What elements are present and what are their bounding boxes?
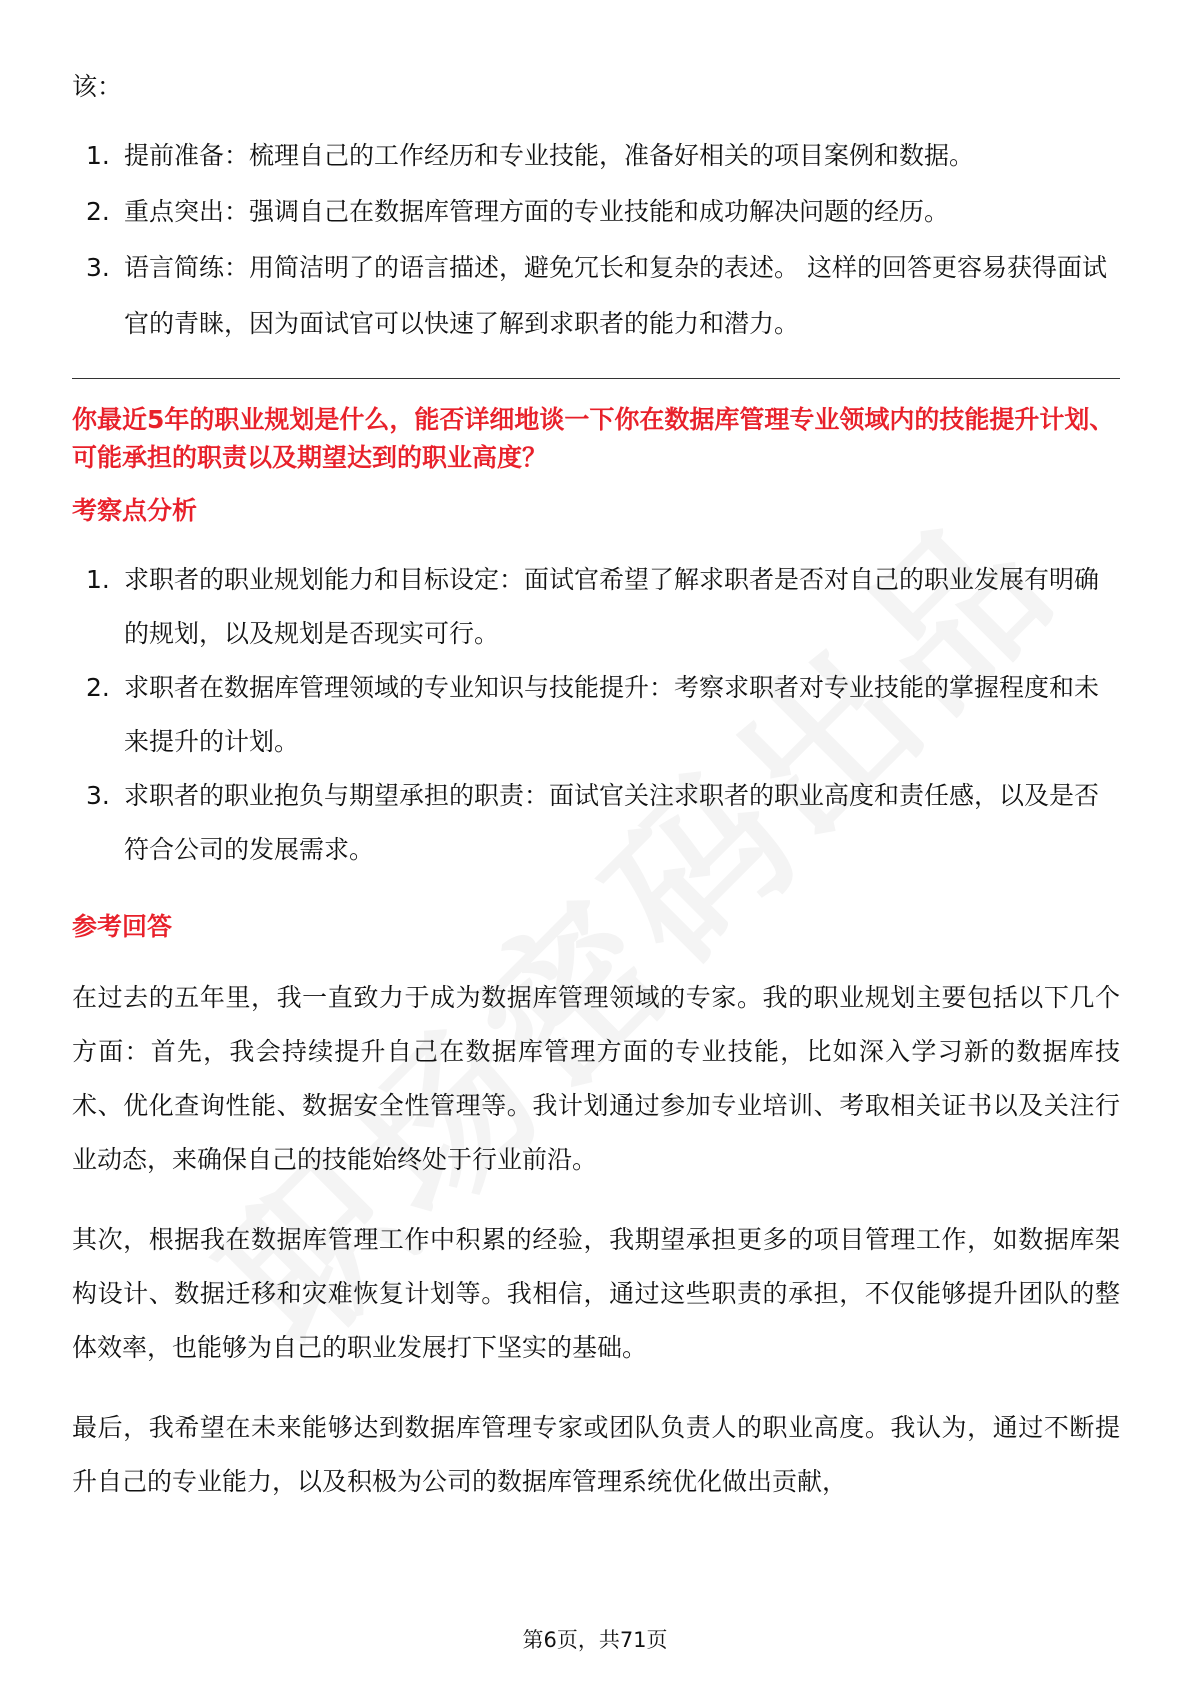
interview-question: 你最近5年的职业规划是什么，能否详细地谈一下你在数据库管理专业领域内的技能提升计划、可能承担的职责以及期望达到的职业高度？ bbox=[72, 405, 1115, 472]
answer-heading: 参考回答 bbox=[72, 912, 173, 941]
list-item-text: 语言简练：用简洁明了的语言描述，避免冗长和复杂的表述。 这样的回答更容易获得面试官的青睐，因为面试官可以快速了解到求职者的能力和潜力。 bbox=[124, 253, 1107, 338]
intro-text: 该： bbox=[72, 72, 123, 101]
list-item bbox=[72, 769, 1120, 877]
list-item bbox=[72, 184, 1120, 240]
tips-list bbox=[72, 128, 1120, 352]
list-number: 1. bbox=[86, 141, 110, 170]
answer-paragraph: 其次，根据我在数据库管理工作中积累的经验，我期望承担更多的项目管理工作，如数据库架构设计、数据迁移和灾难恢复计划等。我相信，通过这些职责的承担，不仅能够提升团队的整体效率，也能够为自己的职业发展打下坚实的基础。 bbox=[72, 1225, 1120, 1362]
list-item-text: 求职者的职业抱负与期望承担的职责：面试官关注求职者的职业高度和责任感，以及是否符合公司的发展需求。 bbox=[124, 781, 1100, 864]
list-number: 1. bbox=[86, 565, 110, 594]
analysis-list bbox=[72, 553, 1120, 877]
list-item bbox=[72, 661, 1120, 769]
list-item-text: 重点突出：强调自己在数据库管理方面的专业技能和成功解决问题的经历。 bbox=[124, 197, 950, 226]
list-number: 2. bbox=[86, 673, 110, 702]
list-number: 3. bbox=[86, 781, 110, 810]
page-content bbox=[72, 60, 1120, 1535]
answer-paragraph: 在过去的五年里，我一直致力于成为数据库管理领域的专家。我的职业规划主要包括以下几个方面：首先，我会持续提升自己在数据库管理方面的专业技能，比如深入学习新的数据库技术、优化查询性能、数据安全性管理等。我计划通过参加专业培训、考取相关证书以及关注行业动态，来确保自己的技能始终处于行业前沿。 bbox=[72, 983, 1120, 1174]
list-number: 3. bbox=[86, 253, 110, 282]
list-item bbox=[72, 553, 1120, 661]
list-item bbox=[72, 240, 1120, 352]
answer-paragraph: 最后，我希望在未来能够达到数据库管理专家或团队负责人的职业高度。我认为，通过不断提升自己的专业能力，以及积极为公司的数据库管理系统优化做出贡献， bbox=[72, 1413, 1120, 1496]
list-item-text: 提前准备：梳理自己的工作经历和专业技能，准备好相关的项目案例和数据。 bbox=[124, 141, 975, 170]
analysis-heading: 考察点分析 bbox=[72, 496, 198, 525]
list-number: 2. bbox=[86, 197, 110, 226]
page-number: 第6页，共71页 bbox=[522, 1628, 668, 1652]
list-item bbox=[72, 128, 1120, 184]
list-item-text: 求职者的职业规划能力和目标设定：面试官希望了解求职者是否对自己的职业发展有明确的规划，以及规划是否现实可行。 bbox=[124, 565, 1100, 648]
section-divider bbox=[72, 378, 1120, 379]
list-item-text: 求职者在数据库管理领域的专业知识与技能提升：考察求职者对专业技能的掌握程度和未来提升的计划。 bbox=[124, 673, 1100, 756]
